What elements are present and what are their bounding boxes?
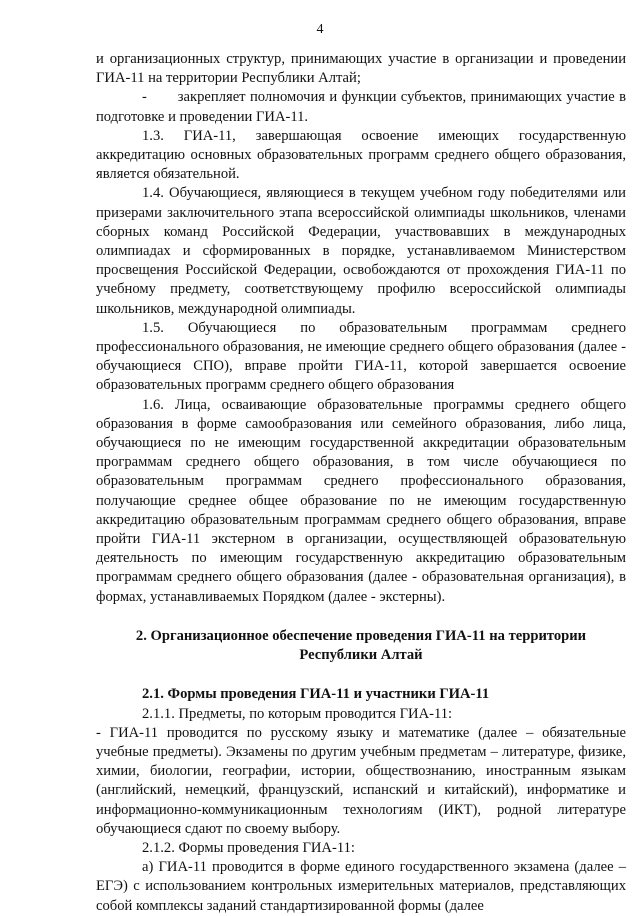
paragraph: 2.1.2. Формы проведения ГИА-11: (142, 839, 355, 856)
page-number: 4 (316, 22, 324, 37)
paragraph: а) ГИА-11 проводится в форме единого государственного экзамена (далее – ЕГЭ) с использованием контрольных измерительных материалов, представляющих собой комплексы заданий стандартизированной формы (далее (96, 859, 626, 914)
paragraph: 1.3. ГИА-11, завершающая освоение имеющих государственную аккредитацию основных образовательных программ среднего общего образования, является обязательной. (96, 127, 626, 183)
subsection-title: 2.1. Формы проведения ГИА-11 и участники ГИА-11 (142, 686, 490, 703)
paragraph: - ГИА-11 проводится по русскому языку и математике (далее – обязательные учебные предметы). Экзамены по другим учебным предметам – литературе, физике, химии, биологии, географии, истории, обществознанию, иностранным языкам (английский, немецкий, французский, испанский и китайский), информатике и информационно-коммуникационным технологиям (ИКТ), родной литературе обучающиеся сдают по своему выбору. (96, 724, 626, 837)
section-title: 2. Организационное обеспечение проведения ГИА-11 на территории Республики Алтай (135, 627, 587, 664)
paragraph: и организационных структур, принимающих участие в организации и проведении ГИА-11 на территории Республики Алтай; (96, 51, 626, 87)
paragraph: 1.6. Лица, осваивающие образовательные программы среднего общего образования в форме самообразования или семейного образования, либо лица, обучающиеся по не имеющим государственной аккредитации образовательным программам среднего общего образования, в том числе обучающиеся по образовательным программам среднего профессионального образования, получающие среднее общее образование по не имеющим государственную аккредитацию образовательным программам среднего общего образования, вправе пройти ГИА-11 экстерном в организации, осуществляющей образовательную деятельность по имеющим государственную аккредитацию образовательным программам среднего общего образования (далее - образовательная организация), в формах, устанавливаемых Порядком (далее - экстерны). (96, 396, 626, 605)
paragraph: 2.1.1. Предметы, по которым проводится ГИА-11: (142, 705, 453, 722)
paragraph: 1.4. Обучающиеся, являющиеся в текущем учебном году победителями или призерами заключительного этапа всероссийской олимпиады школьников, членами сборных команд Российской Федерации, участвовавших в международных олимпиадах и сформированных в порядке, устанавливаемом Министерством просвещения Российской Федерации, освобождаются от прохождения ГИА-11 по учебному предмету, соответствующему профилю всероссийской олимпиады школьников, международной олимпиады. (96, 185, 626, 317)
paragraph: 1.5. Обучающиеся по образовательным программам среднего профессионального образования, не имеющие среднего общего образования (далее - обучающиеся СПО), вправе пройти ГИА-11, которой завершается освоение образовательных программ среднего общего образования (96, 319, 626, 394)
document-body (96, 50, 626, 916)
paragraph: - закрепляет полномочия и функции субъектов, принимающих участие в подготовке и проведении ГИА-11. (96, 89, 626, 125)
